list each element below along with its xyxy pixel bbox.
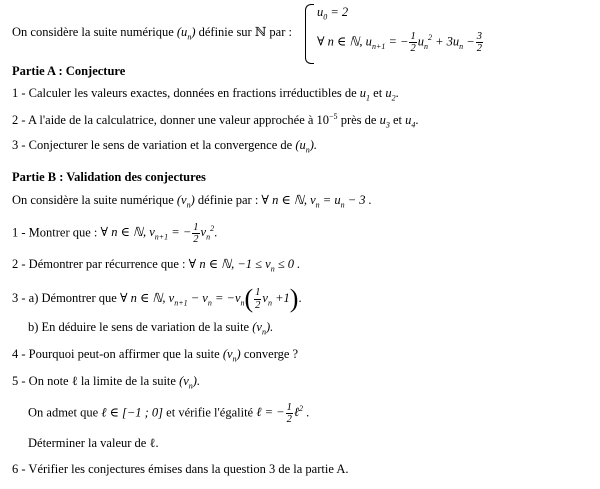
part-b-question-3a: 3 - a) Démontrer que ∀ n ∈ ℕ, $v_{n+1} - v_n = -v_n$( $\frac{1}{2}$ $v_n +1$). — [12, 284, 302, 313]
part-b-question-5-admit: On admet que ℓ ∈ [−1 ; 0] et vérifie l'égalité ℓ = − $\frac{1}{2}$ ℓ$^2$ . — [28, 402, 310, 426]
part-b-question-5-determine: Déterminer la valeur de ℓ. — [28, 436, 159, 450]
system-row-1: $u_0 = 2$ — [317, 5, 349, 22]
sequence-u-notation: $(u_n)$ — [176, 25, 196, 42]
part-b-question-6: 6 - Vérifier les conjectures émises dans la question 3 de la partie A. — [12, 462, 349, 476]
part-b-question-4: 4 - Pourquoi peut-on affirmer que la suite $(v_n)$ converge ? — [12, 347, 299, 364]
part-a-question-3: 3 - Conjecturer le sens de variation et la convergence de $(u_n)$. — [12, 138, 318, 155]
part-b-question-2: 2 - Démontrer par récurrence que : ∀ n ∈ ℕ, $-1 \le v_n \le 0$ . — [12, 257, 301, 274]
intro-line — [12, 24, 292, 42]
part-a-question-2: 2 - A l'aide de la calculatrice, donner une valeur approchée à $10^{-5}$ près de $u_3$ et $u_4$. — [12, 112, 419, 130]
system-row-2: ∀ n ∈ ℕ, $u_{n+1}$ = − $\frac{1}{2}$ $u_n^2 + 3u_n$ − $\frac{3}{2}$ — [317, 31, 482, 55]
brace-icon — [305, 4, 314, 64]
part-b-question-1: 1 - Montrer que : ∀ n ∈ ℕ, $v_{n+1}$ = − $\frac{1}{2}$ $v_n^2$. — [12, 222, 218, 246]
part-a-title: Partie A : Conjecture — [12, 64, 126, 78]
part-b-intro: On considère la suite numérique $(v_n)$ définie par : ∀ n ∈ ℕ, $v_n = u_n - 3$ . — [12, 193, 372, 210]
part-b-question-5: 5 - On note ℓ la limite de la suite $(v_n)$. — [12, 374, 201, 391]
naturals-symbol: ℕ — [254, 25, 267, 39]
intro-text: On considère la suite numérique — [12, 25, 174, 39]
intro-text-3: par : — [269, 25, 292, 39]
part-a-question-1: 1 - Calculer les valeurs exactes, données en fractions irréductibles de $u_1$ et $u_2$. — [12, 86, 399, 103]
part-b-title: Partie B : Validation des conjectures — [12, 170, 206, 184]
intro-text-2: définie sur — [198, 25, 252, 39]
part-b-question-3b: b) En déduire le sens de variation de la suite $(v_n)$. — [28, 320, 274, 337]
